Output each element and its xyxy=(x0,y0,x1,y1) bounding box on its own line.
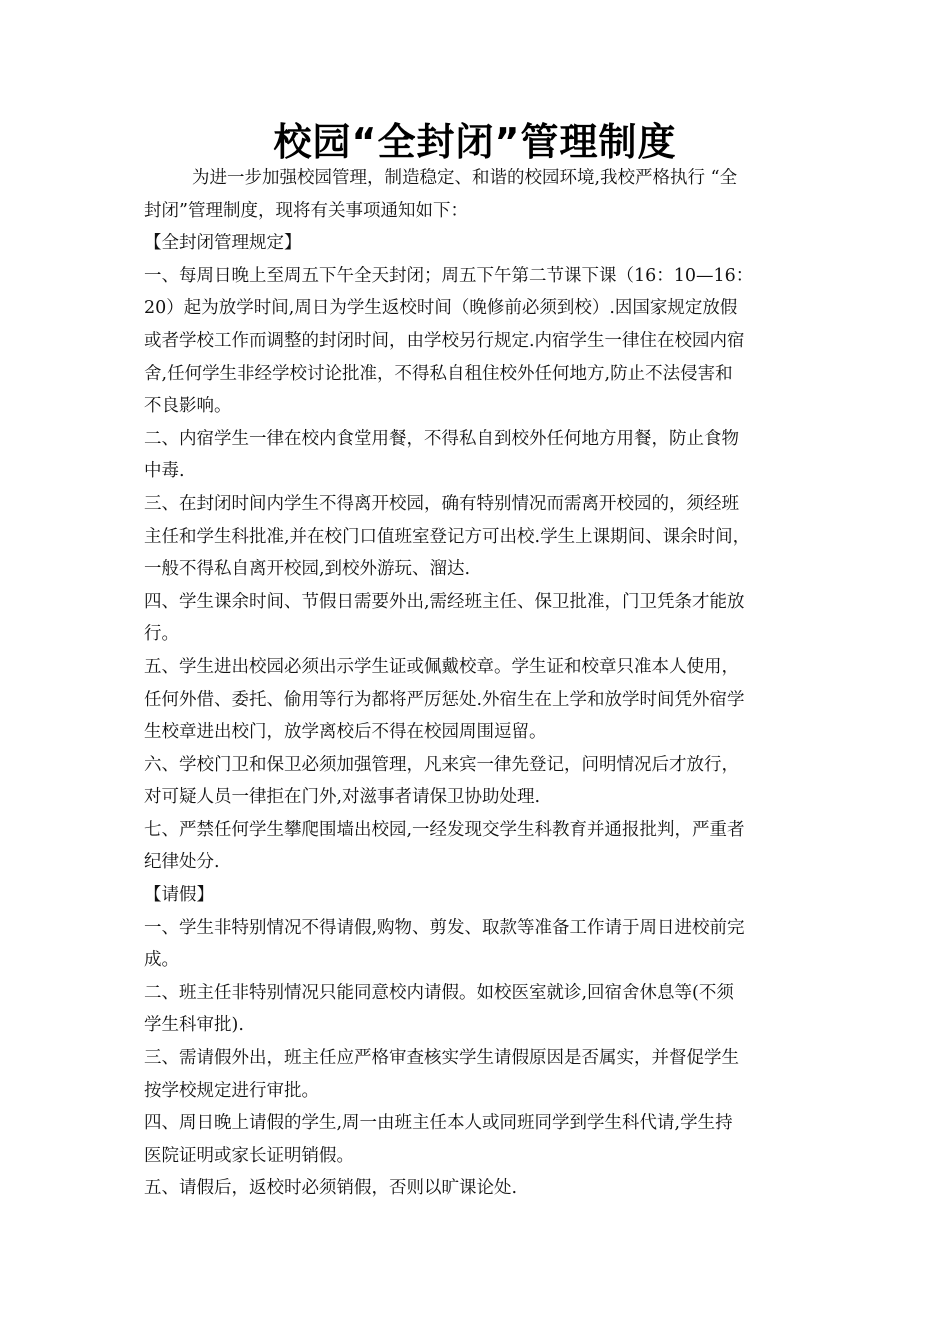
text-line: 不良影响。 xyxy=(144,396,232,417)
text-line: 学生科审批). xyxy=(144,1015,244,1036)
text-line: 五、请假后，返校时必须销假，否则以旷课论处. xyxy=(144,1178,518,1199)
text-line: 三、在封闭时间内学生不得离开校园，确有特别情况而需离开校园的，须经班 xyxy=(144,493,739,514)
text-line: 行。 xyxy=(144,624,179,645)
text-line: 一、学生非特别情况不得请假,购物、剪发、取款等准备工作请于周日进校前完 xyxy=(144,917,745,938)
text-line: 主任和学生科批准,并在校门口值班室登记方可出校.学生上课期间、课余时间， xyxy=(144,526,751,547)
text-line: 五、学生进出校园必须出示学生证或佩戴校章。学生证和校章只准本人使用， xyxy=(144,656,739,677)
document-body xyxy=(144,162,808,1205)
text-line: 四、学生课余时间、节假日需要外出,需经班主任、保卫批准，门卫凭条才能放 xyxy=(144,591,745,612)
text-line: 舍,任何学生非经学校讨论批准，不得私自租住校外任何地方,防止不法侵害和 xyxy=(144,363,733,384)
section-heading: 【请假】 xyxy=(144,885,214,906)
text-line: 一般不得私自离开校园,到校外游玩、溜达. xyxy=(144,559,471,580)
text-line: 四、周日晚上请假的学生,周一由班主任本人或同班同学到学生科代请,学生持 xyxy=(144,1113,733,1134)
text-line: 20）起为放学时间,周日为学生返校时间（晚修前必须到校）.因国家规定放假 xyxy=(144,298,738,319)
text-line: 纪律处分. xyxy=(144,852,220,873)
text-line: 二、班主任非特别情况只能同意校内请假。如校医室就诊,回宿舍休息等(不须 xyxy=(144,982,734,1003)
text-line: 生校章进出校门，放学离校后不得在校园周围逗留。 xyxy=(144,722,547,743)
text-line: 医院证明或家长证明销假。 xyxy=(144,1145,354,1166)
section-heading: 【全封闭管理规定】 xyxy=(144,233,302,254)
document-title: 校园“全封闭”管理制度 xyxy=(273,120,677,164)
text-line: 二、内宿学生一律在校内食堂用餐，不得私自到校外任何地方用餐，防止食物 xyxy=(144,428,739,449)
text-line: 任何外借、委托、偷用等行为都将严厉惩处.外宿生在上学和放学时间凭外宿学 xyxy=(144,689,745,710)
text-line: 三、需请假外出，班主任应严格审查核实学生请假原因是否属实，并督促学生 xyxy=(144,1048,739,1069)
text-line: 七、严禁任何学生攀爬围墙出校园,一经发现交学生科教育并通报批判，严重者 xyxy=(144,819,745,840)
text-line: 六、学校门卫和保卫必须加强管理，凡来宾一律先登记，问明情况后才放行， xyxy=(144,754,739,775)
text-line: 中毒. xyxy=(144,461,185,482)
text-line: 一、每周日晚上至周五下午全天封闭；周五下午第二节课下课（16：10—16： xyxy=(144,265,754,286)
text-line: 按学校规定进行审批。 xyxy=(144,1080,319,1101)
text-line: 成。 xyxy=(144,950,179,971)
text-line: 或者学校工作而调整的封闭时间，由学校另行规定.内宿学生一律住在校园内宿 xyxy=(144,330,745,351)
text-line: 封闭”管理制度，现将有关事项通知如下： xyxy=(144,200,468,221)
text-line: 对可疑人员一律拒在门外,对滋事者请保卫协助处理. xyxy=(144,787,541,808)
text-line: 为进一步加强校园管理，制造稳定、和谐的校园环境,我校严格执行 “全 xyxy=(192,168,738,188)
